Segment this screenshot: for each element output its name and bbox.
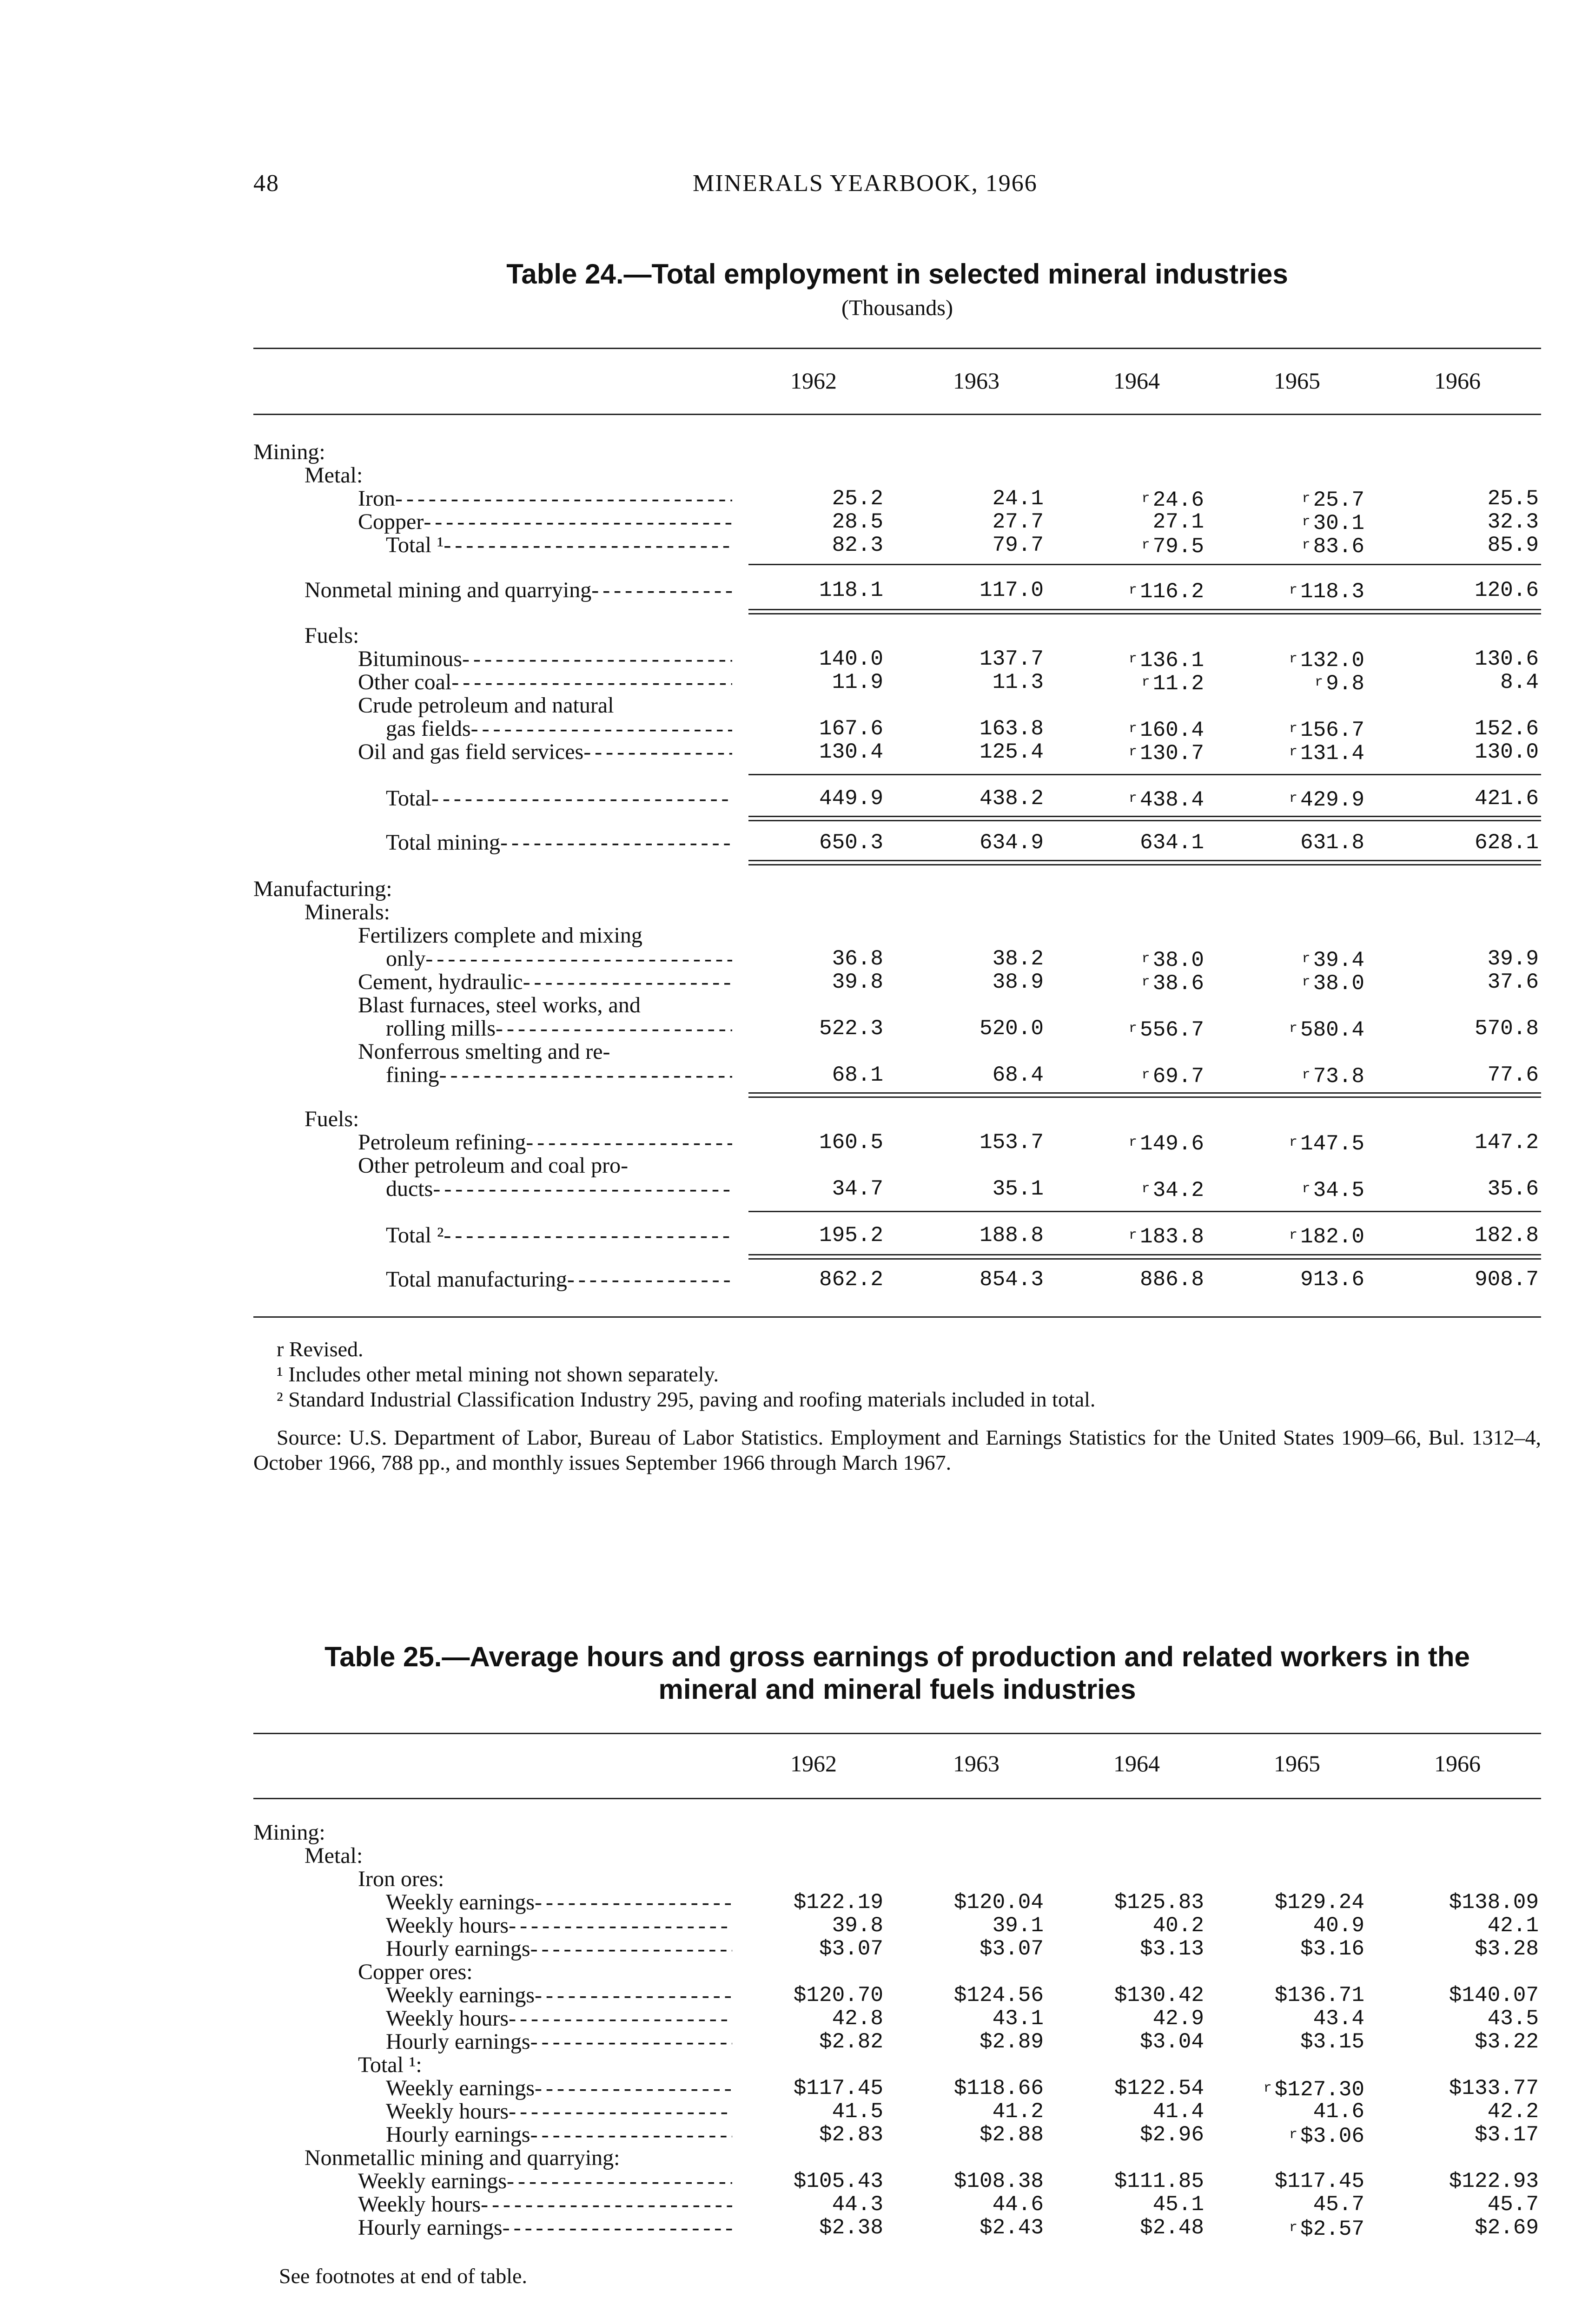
table24-cell: r 39.4 xyxy=(1302,948,1364,972)
table24-row xyxy=(0,1153,1582,1179)
table25-row xyxy=(0,2215,1582,2241)
table25-row-label: Weekly hours - - - xyxy=(358,2192,732,2217)
table24-col-1964: 1964 xyxy=(1113,368,1160,394)
table24-row-label: gas fields - - - xyxy=(386,716,732,741)
table24-col-1966: 1966 xyxy=(1434,368,1481,394)
table25-cell: 45.1 xyxy=(1152,2192,1204,2217)
table24-row xyxy=(0,716,1582,742)
table24-cell: r 183.8 xyxy=(1128,1225,1204,1249)
table25-cell: $2.83 xyxy=(819,2123,883,2147)
table24-cell: 634.1 xyxy=(1139,831,1204,855)
table24-cell: 68.1 xyxy=(832,1063,883,1087)
table24-cell: 39.9 xyxy=(1487,947,1539,971)
table24-cell: 24.1 xyxy=(992,487,1044,511)
table24-cell: r 130.7 xyxy=(1128,741,1204,766)
table25-cell: $130.42 xyxy=(1114,1983,1204,2007)
table24-cell: 85.9 xyxy=(1487,533,1539,557)
table24-row-label: Metal: xyxy=(304,463,363,488)
table25-row-label: Hourly earnings - - - xyxy=(386,1936,732,1961)
table25-cell: 41.4 xyxy=(1152,2100,1204,2124)
table25-cell: $118.66 xyxy=(953,2076,1044,2100)
table25-cell: $2.82 xyxy=(819,2030,883,2054)
table24-row-label: Nonferrous smelting and re- xyxy=(358,1039,610,1064)
table25-row-label: Total ¹: xyxy=(358,2053,422,2077)
table24-cell: 152.6 xyxy=(1474,717,1539,741)
table24-row-label: Mining: xyxy=(253,440,325,464)
table24-row xyxy=(0,946,1582,972)
table25-cell: $124.56 xyxy=(953,1983,1044,2007)
page-number: 48 xyxy=(253,170,279,197)
table24-cell: 628.1 xyxy=(1474,831,1539,855)
table24-cell: 37.6 xyxy=(1487,970,1539,994)
table24-row-label: Other petroleum and coal pro- xyxy=(358,1153,629,1178)
table25-row-label: Iron ores: xyxy=(358,1867,444,1891)
table24-row xyxy=(0,462,1582,489)
table24-row-label: Bituminous - - - xyxy=(358,647,732,671)
table24-cell: 140.0 xyxy=(819,647,883,671)
table25-title-line1: Table 25.—Average hours and gross earnings of production and related workers in the xyxy=(324,1641,1470,1672)
footnote-revised: r Revised. xyxy=(277,1337,364,1361)
table24-row xyxy=(0,1129,1582,1155)
table25-cell: 44.6 xyxy=(992,2192,1044,2217)
table25-cell: 42.2 xyxy=(1487,2100,1539,2124)
table25-row xyxy=(0,1936,1582,1962)
table24-cell: r 69.7 xyxy=(1141,1064,1204,1089)
table24-cell: 634.9 xyxy=(979,831,1044,855)
table24-cell: 438.2 xyxy=(979,786,1044,811)
table25-cell: 42.8 xyxy=(832,2007,883,2031)
table25-cell: $129.24 xyxy=(1274,1890,1364,1915)
table24-cell: r 11.2 xyxy=(1141,672,1204,696)
table25-cell: $3.13 xyxy=(1139,1937,1204,1961)
table24-row xyxy=(0,1062,1582,1088)
table25-cell: $3.17 xyxy=(1474,2123,1539,2147)
table24-cell: r 182.0 xyxy=(1289,1225,1364,1249)
table25-cell: $108.38 xyxy=(953,2169,1044,2193)
table25-cell: $2.48 xyxy=(1139,2216,1204,2240)
table24-row xyxy=(0,969,1582,995)
table24-cell: 120.6 xyxy=(1474,578,1539,602)
table24-cell: 854.3 xyxy=(979,1268,1044,1292)
table24-row xyxy=(0,739,1582,765)
footnote-2: ² Standard Industrial Classification Industry 295, paving and roofing materials included in total. xyxy=(277,1387,1096,1411)
table25-row xyxy=(0,1889,1582,1915)
table24-cell: 631.8 xyxy=(1300,831,1364,855)
table25-cell: 43.5 xyxy=(1487,2007,1539,2031)
table24-cell: r 25.7 xyxy=(1302,488,1364,512)
table25-cell: r $127.30 xyxy=(1263,2078,1364,2102)
table25-note: See footnotes at end of table. xyxy=(279,2264,527,2288)
table24-total-rule xyxy=(748,774,1541,775)
table24-cell: 68.4 xyxy=(992,1063,1044,1087)
table25-col-1962: 1962 xyxy=(790,1750,837,1776)
table25-cell: $122.54 xyxy=(1114,2076,1204,2100)
table24-row-label: Nonmetal mining and quarrying - - - xyxy=(304,578,732,602)
table24-cell: r 131.4 xyxy=(1289,741,1364,766)
table25-cell: 41.2 xyxy=(992,2100,1044,2124)
table25-cell: 39.1 xyxy=(992,1914,1044,1938)
table24-subtitle: (Thousands) xyxy=(841,296,953,320)
table25-header-rule xyxy=(253,1798,1541,1799)
table24-total-rule xyxy=(748,860,1541,865)
table25-cell: $2.96 xyxy=(1139,2123,1204,2147)
table25-cell: $2.43 xyxy=(979,2216,1044,2240)
table25-cell: $122.19 xyxy=(793,1890,883,1915)
table24-row xyxy=(0,1106,1582,1132)
table25-cell: 43.1 xyxy=(992,2007,1044,2031)
table24-cell: 25.2 xyxy=(832,487,883,511)
running-head: MINERALS YEARBOOK, 1966 xyxy=(693,170,1038,197)
table25-row-label: Mining: xyxy=(253,1820,325,1845)
table24-cell: 82.3 xyxy=(832,533,883,557)
table25-col-1966: 1966 xyxy=(1434,1750,1481,1776)
table25-row-label: Metal: xyxy=(304,1843,363,1868)
table25-cell: $3.22 xyxy=(1474,2030,1539,2054)
table25-cell: $122.93 xyxy=(1449,2169,1539,2193)
table24-row xyxy=(0,669,1582,695)
table24-source: Source: U.S. Department of Labor, Bureau of Labor Statistics. Employment and Earnings Statistics for the United States 1909–66, Bul. 1312–4, October 1966, 788 pp., and monthly issues September 1966 through March 1967. xyxy=(253,1426,1541,1474)
table24-top-rule xyxy=(253,348,1541,349)
table25-col-1963: 1963 xyxy=(953,1750,1000,1776)
table25-cell: 42.1 xyxy=(1487,1914,1539,1938)
table24-cell: 520.0 xyxy=(979,1017,1044,1041)
table25-cell: $3.16 xyxy=(1300,1937,1364,1961)
table24-cell: 153.7 xyxy=(979,1130,1044,1155)
table25-cell: 40.9 xyxy=(1313,1914,1364,1938)
table24-cell: 421.6 xyxy=(1474,786,1539,811)
table25-row-label: Copper ores: xyxy=(358,1960,473,1984)
table24-row xyxy=(0,876,1582,902)
table24-cell: 195.2 xyxy=(819,1223,883,1248)
table24-cell: r 136.1 xyxy=(1128,648,1204,673)
table24-cell: r 30.1 xyxy=(1302,511,1364,535)
table24-total-rule xyxy=(748,564,1541,565)
table24-col-1965: 1965 xyxy=(1274,368,1320,394)
table25-cell: 40.2 xyxy=(1152,1914,1204,1938)
table24-cell: r 34.2 xyxy=(1141,1178,1204,1202)
table24-row-label: Blast furnaces, steel works, and xyxy=(358,993,641,1017)
table24-row xyxy=(0,532,1582,558)
table24-row xyxy=(0,1267,1582,1293)
table24-row xyxy=(0,623,1582,649)
table24-footnotes xyxy=(253,1337,1541,1412)
table25-cell: 41.6 xyxy=(1313,2100,1364,2124)
table25-cell: $138.09 xyxy=(1449,1890,1539,1915)
table24-cell: r 79.5 xyxy=(1141,535,1204,559)
table24-row-label: Crude petroleum and natural xyxy=(358,693,614,718)
table25-row-label: Nonmetallic mining and quarrying: xyxy=(304,2146,620,2170)
table24-row xyxy=(0,992,1582,1018)
table24-cell: r 160.4 xyxy=(1128,718,1204,742)
table24-row xyxy=(0,1176,1582,1202)
table25-cell: r $3.06 xyxy=(1289,2124,1364,2148)
table24-cell: 650.3 xyxy=(819,831,883,855)
table24-cell: 167.6 xyxy=(819,717,883,741)
table24-cell: r 9.8 xyxy=(1315,672,1364,696)
table25-row xyxy=(0,2192,1582,2218)
table24-cell: 130.4 xyxy=(819,740,883,764)
table24-cell: 117.0 xyxy=(979,578,1044,602)
table24-cell: r 38.0 xyxy=(1141,948,1204,972)
table25-cell: 39.8 xyxy=(832,1914,883,1938)
table24-cell: 163.8 xyxy=(979,717,1044,741)
table25-top-rule xyxy=(253,1733,1541,1734)
table25-row xyxy=(0,2075,1582,2101)
table25-title-line2: mineral and mineral fuels industries xyxy=(658,1674,1136,1705)
table24-row-label: Petroleum refining - - - xyxy=(358,1130,732,1155)
table24-row-label: rolling mills - - - xyxy=(386,1016,732,1041)
table24-col-1962: 1962 xyxy=(790,368,837,394)
table24-cell: r 38.6 xyxy=(1141,971,1204,996)
table25-cell: $120.70 xyxy=(793,1983,883,2007)
table24-row xyxy=(0,693,1582,719)
table25-row xyxy=(0,1959,1582,1985)
table24-row xyxy=(0,830,1582,856)
table24-row-label: Total mining - - - xyxy=(386,830,732,855)
table25-cell: 44.3 xyxy=(832,2192,883,2217)
table25-row xyxy=(0,2122,1582,2148)
table24-row-label: Oil and gas field services - - - xyxy=(358,739,732,764)
table24-row-label: Fertilizers complete and mixing xyxy=(358,923,642,948)
table24-cell: 34.7 xyxy=(832,1177,883,1201)
table25-cell: $3.04 xyxy=(1139,2030,1204,2054)
table24-col-1963: 1963 xyxy=(953,368,1000,394)
table24-cell: r 116.2 xyxy=(1128,580,1204,604)
table25-cell: $2.89 xyxy=(979,2030,1044,2054)
table24-cell: r 438.4 xyxy=(1128,788,1204,812)
table24-cell: 137.7 xyxy=(979,647,1044,671)
table24-cell: r 156.7 xyxy=(1289,718,1364,742)
table24-cell: 913.6 xyxy=(1300,1268,1364,1292)
table25-cell: $117.45 xyxy=(1274,2169,1364,2193)
table24-cell: r 24.6 xyxy=(1141,488,1204,512)
table24-cell: 188.8 xyxy=(979,1223,1044,1248)
table24-bottom-rule xyxy=(253,1316,1541,1318)
table25-row-label: Hourly earnings - - - xyxy=(386,2122,732,2147)
table24-total-rule xyxy=(748,1092,1541,1098)
table24-cell: 160.5 xyxy=(819,1130,883,1155)
table25-row xyxy=(0,1820,1582,1846)
table24-row-label: Other coal - - - xyxy=(358,670,732,694)
table25-row-label: Weekly earnings - - - xyxy=(358,2169,732,2193)
table24-total-rule xyxy=(748,609,1541,614)
table24-cell: r 580.4 xyxy=(1289,1018,1364,1042)
table24-total-rule xyxy=(748,1211,1541,1212)
table24-header-rule xyxy=(253,414,1541,415)
table24-cell: 886.8 xyxy=(1139,1268,1204,1292)
table25-cell: $133.77 xyxy=(1449,2076,1539,2100)
table25-row-label: Weekly earnings - - - xyxy=(386,1983,732,2007)
table24-row-label: ducts - - - xyxy=(386,1176,732,1201)
table24-row xyxy=(0,1016,1582,1042)
table24-cell: 125.4 xyxy=(979,740,1044,764)
table25-col-1965: 1965 xyxy=(1274,1750,1320,1776)
table25-cell: $3.15 xyxy=(1300,2030,1364,2054)
table24-row-label: Fuels: xyxy=(304,623,359,648)
table25-col-1964: 1964 xyxy=(1113,1750,1160,1776)
table24-cell: 32.3 xyxy=(1487,510,1539,534)
table25-row xyxy=(0,2029,1582,2055)
table24-total-rule xyxy=(748,816,1541,821)
table24-cell: r 34.5 xyxy=(1302,1178,1364,1202)
table24-row xyxy=(0,486,1582,512)
table25-cell: $2.88 xyxy=(979,2123,1044,2147)
table24-row xyxy=(0,577,1582,603)
table24-title: Table 24.—Total employment in selected mineral industries xyxy=(506,258,1288,290)
table24-cell: 28.5 xyxy=(832,510,883,534)
table25-cell: $3.07 xyxy=(819,1937,883,1961)
table25-cell: 42.9 xyxy=(1152,2007,1204,2031)
table24-cell: 27.7 xyxy=(992,510,1044,534)
table24-row-label: Total ¹ - - - xyxy=(386,533,732,557)
table25-row-label: Weekly hours - - - xyxy=(386,2099,732,2124)
table25-row xyxy=(0,1866,1582,1892)
table25-row xyxy=(0,2006,1582,2032)
table24-cell: 36.8 xyxy=(832,947,883,971)
table25-row-label: Hourly earnings - - - xyxy=(358,2215,732,2240)
table24-cell: 130.6 xyxy=(1474,647,1539,671)
table25-cell: $120.04 xyxy=(953,1890,1044,1915)
table24-cell: r 147.5 xyxy=(1289,1132,1364,1156)
table24-cell: r 132.0 xyxy=(1289,648,1364,673)
table24-cell: 130.0 xyxy=(1474,740,1539,764)
table24-row xyxy=(0,439,1582,465)
table24-row-label: Total ² - - - xyxy=(386,1223,732,1248)
table25-cell: $3.07 xyxy=(979,1937,1044,1961)
table25-cell: $117.45 xyxy=(793,2076,883,2100)
table24-cell: 570.8 xyxy=(1474,1017,1539,1041)
table24-cell: 908.7 xyxy=(1474,1268,1539,1292)
table25-cell: r $2.57 xyxy=(1289,2217,1364,2241)
table24-cell: 118.1 xyxy=(819,578,883,602)
table24-cell: 79.7 xyxy=(992,533,1044,557)
table24-row xyxy=(0,923,1582,949)
table24-row-label: fining - - - xyxy=(386,1063,732,1087)
table25-cell: $3.28 xyxy=(1474,1937,1539,1961)
table24-cell: 27.1 xyxy=(1152,510,1204,534)
table25-row xyxy=(0,1913,1582,1939)
table24-row-label: Manufacturing: xyxy=(253,877,392,901)
table24-cell: r 118.3 xyxy=(1289,580,1364,604)
table24-cell: 522.3 xyxy=(819,1017,883,1041)
table24-cell: r 73.8 xyxy=(1302,1064,1364,1089)
table25-row-label: Weekly hours - - - xyxy=(386,1913,732,1938)
table24-cell: 39.8 xyxy=(832,970,883,994)
table24-row xyxy=(0,509,1582,535)
table24-cell: 449.9 xyxy=(819,786,883,811)
table25-cell: $125.83 xyxy=(1114,1890,1204,1915)
table24-row xyxy=(0,786,1582,812)
table24-row-label: Copper - - - xyxy=(358,509,732,534)
table24-cell: 38.9 xyxy=(992,970,1044,994)
table25-cell: 43.4 xyxy=(1313,2007,1364,2031)
table25-cell: $2.69 xyxy=(1474,2216,1539,2240)
table25-cell: 41.5 xyxy=(832,2100,883,2124)
table24-cell: r 149.6 xyxy=(1128,1132,1204,1156)
table24-row-label: Minerals: xyxy=(304,900,390,924)
table24-row xyxy=(0,646,1582,672)
table24-cell: 11.9 xyxy=(832,670,883,694)
table24-row-label: Cement, hydraulic - - - xyxy=(358,970,732,994)
table24-cell: 147.2 xyxy=(1474,1130,1539,1155)
table24-total-rule xyxy=(748,1254,1541,1260)
table24-row xyxy=(0,1039,1582,1065)
table24-row xyxy=(0,1222,1582,1248)
table24-cell: r 429.9 xyxy=(1289,788,1364,812)
table24-row-label: Fuels: xyxy=(304,1107,359,1131)
table25-cell: $140.07 xyxy=(1449,1983,1539,2007)
table25-row xyxy=(0,2145,1582,2171)
table24-row-label: Total manufacturing - - - xyxy=(386,1267,732,1292)
table25-row-label: Weekly earnings - - - xyxy=(386,1890,732,1915)
table24-cell: 862.2 xyxy=(819,1268,883,1292)
table24-cell: r 556.7 xyxy=(1128,1018,1204,1042)
table24-row xyxy=(0,899,1582,925)
table25-row xyxy=(0,2052,1582,2078)
table25-row-label: Weekly hours - - - xyxy=(386,2006,732,2031)
table25-row-label: Hourly earnings - - - xyxy=(386,2029,732,2054)
table25-row xyxy=(0,1982,1582,2008)
table24-cell: 11.3 xyxy=(992,670,1044,694)
table25-cell: $2.38 xyxy=(819,2216,883,2240)
table25-cell: $105.43 xyxy=(793,2169,883,2193)
table25-row xyxy=(0,2099,1582,2125)
table24-cell: r 38.0 xyxy=(1302,971,1364,996)
table25-row xyxy=(0,1843,1582,1869)
table25-cell: 45.7 xyxy=(1487,2192,1539,2217)
table24-cell: 38.2 xyxy=(992,947,1044,971)
table24-cell: r 83.6 xyxy=(1302,535,1364,559)
table25-cell: $111.85 xyxy=(1114,2169,1204,2193)
table24-cell: 8.4 xyxy=(1500,670,1539,694)
footnote-1: ¹ Includes other metal mining not shown separately. xyxy=(277,1362,719,1386)
table24-cell: 182.8 xyxy=(1474,1223,1539,1248)
table24-cell: 25.5 xyxy=(1487,487,1539,511)
table24-cell: 77.6 xyxy=(1487,1063,1539,1087)
table24-cell: 35.6 xyxy=(1487,1177,1539,1201)
table24-row-label: Total - - - xyxy=(386,786,732,811)
table25-cell: $136.71 xyxy=(1274,1983,1364,2007)
table25-cell: 45.7 xyxy=(1313,2192,1364,2217)
table24-cell: 35.1 xyxy=(992,1177,1044,1201)
table24-row-label: only - - - xyxy=(386,946,732,971)
table24-row-label: Iron - - - xyxy=(358,486,732,511)
table25-row xyxy=(0,2168,1582,2194)
table25-row-label: Weekly earnings - - - xyxy=(386,2076,732,2100)
